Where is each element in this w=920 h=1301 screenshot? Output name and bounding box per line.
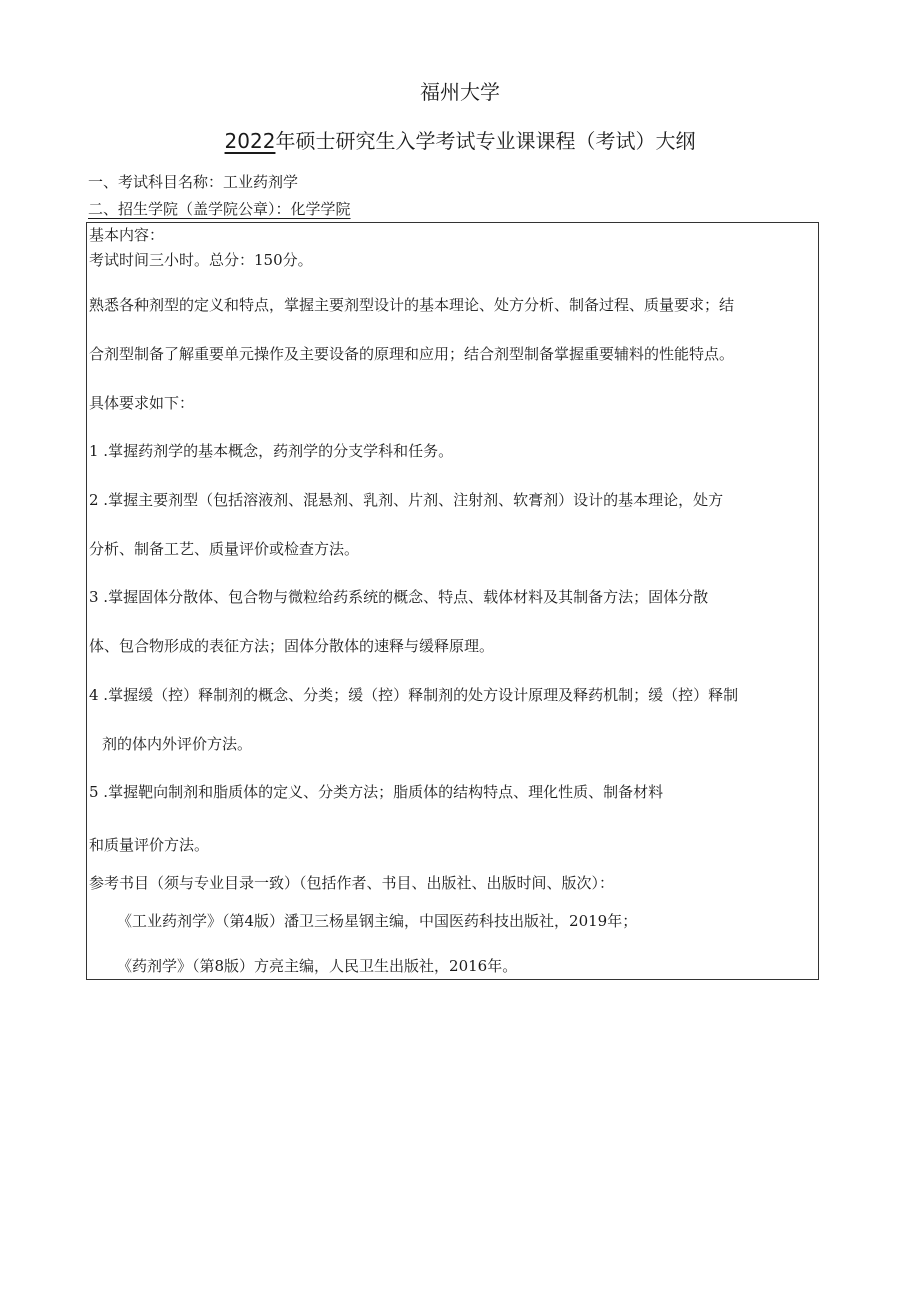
item-3-line-2: 体、包合物形成的表征方法；固体分散体的速释与缓释原理。 bbox=[89, 637, 495, 655]
intro-line-2: 合剂型制备了解重要单元操作及主要设备的原理和应用；结合剂型制备掌握重要辅料的性能特点。 bbox=[89, 345, 735, 363]
requirements-heading: 具体要求如下： bbox=[89, 394, 195, 412]
item-5-line-2: 和质量评价方法。 bbox=[89, 836, 210, 854]
references-heading: 参考书目（须与专业目录一致）（包括作者、书目、出版社、出版时间、版次）： bbox=[89, 874, 615, 892]
item-1-line-1: 1 .掌握药剂学的基本概念，药剂学的分支学科和任务。 bbox=[89, 442, 454, 460]
title-year: 2022 bbox=[224, 129, 276, 153]
exam-subject: 一、考试科目名称：工业药剂学 bbox=[88, 173, 299, 191]
item-2-line-2: 分析、制备工艺、质量评价或检查方法。 bbox=[89, 540, 360, 558]
content-heading: 基本内容： bbox=[89, 226, 165, 244]
item-4-line-2: 剂的体内外评价方法。 bbox=[102, 735, 253, 753]
page-title bbox=[0, 126, 920, 156]
item-3-line-1: 3 .掌握固体分散体、包合物与微粒给药系统的概念、特点、载体材料及其制备方法；固体分散 bbox=[89, 588, 709, 606]
item-5-line-1: 5 .掌握靶向制剂和脂质体的定义、分类方法；脂质体的结构特点、理化性质、制备材料 bbox=[89, 783, 664, 801]
reference-2: 《药剂学》（第8版）方亮主编，人民卫生出版社，2016年。 bbox=[117, 957, 518, 975]
exam-info: 考试时间三小时。总分：150分。 bbox=[89, 251, 313, 269]
admission-school: 二、招生学院（盖学院公章）：化学学院 bbox=[88, 200, 351, 218]
item-2-line-1: 2 .掌握主要剂型（包括溶液剂、混悬剂、乳剂、片剂、注射剂、软膏剂）设计的基本理论，处方 bbox=[89, 491, 724, 509]
intro-line-1: 熟悉各种剂型的定义和特点，掌握主要剂型设计的基本理论、处方分析、制备过程、质量要求；结 bbox=[89, 296, 735, 314]
item-4-line-1: 4 .掌握缓（控）释制剂的概念、分类；缓（控）释制剂的处方设计原理及释药机制；缓（控）释制 bbox=[89, 686, 739, 704]
title-text: 年硕士研究生入学考试专业课课程（考试）大纲 bbox=[275, 129, 696, 153]
university-name: 福州大学 bbox=[420, 80, 500, 104]
reference-1: 《工业药剂学》（第4版）潘卫三杨星钢主编，中国医药科技出版社，2019年； bbox=[117, 912, 638, 930]
